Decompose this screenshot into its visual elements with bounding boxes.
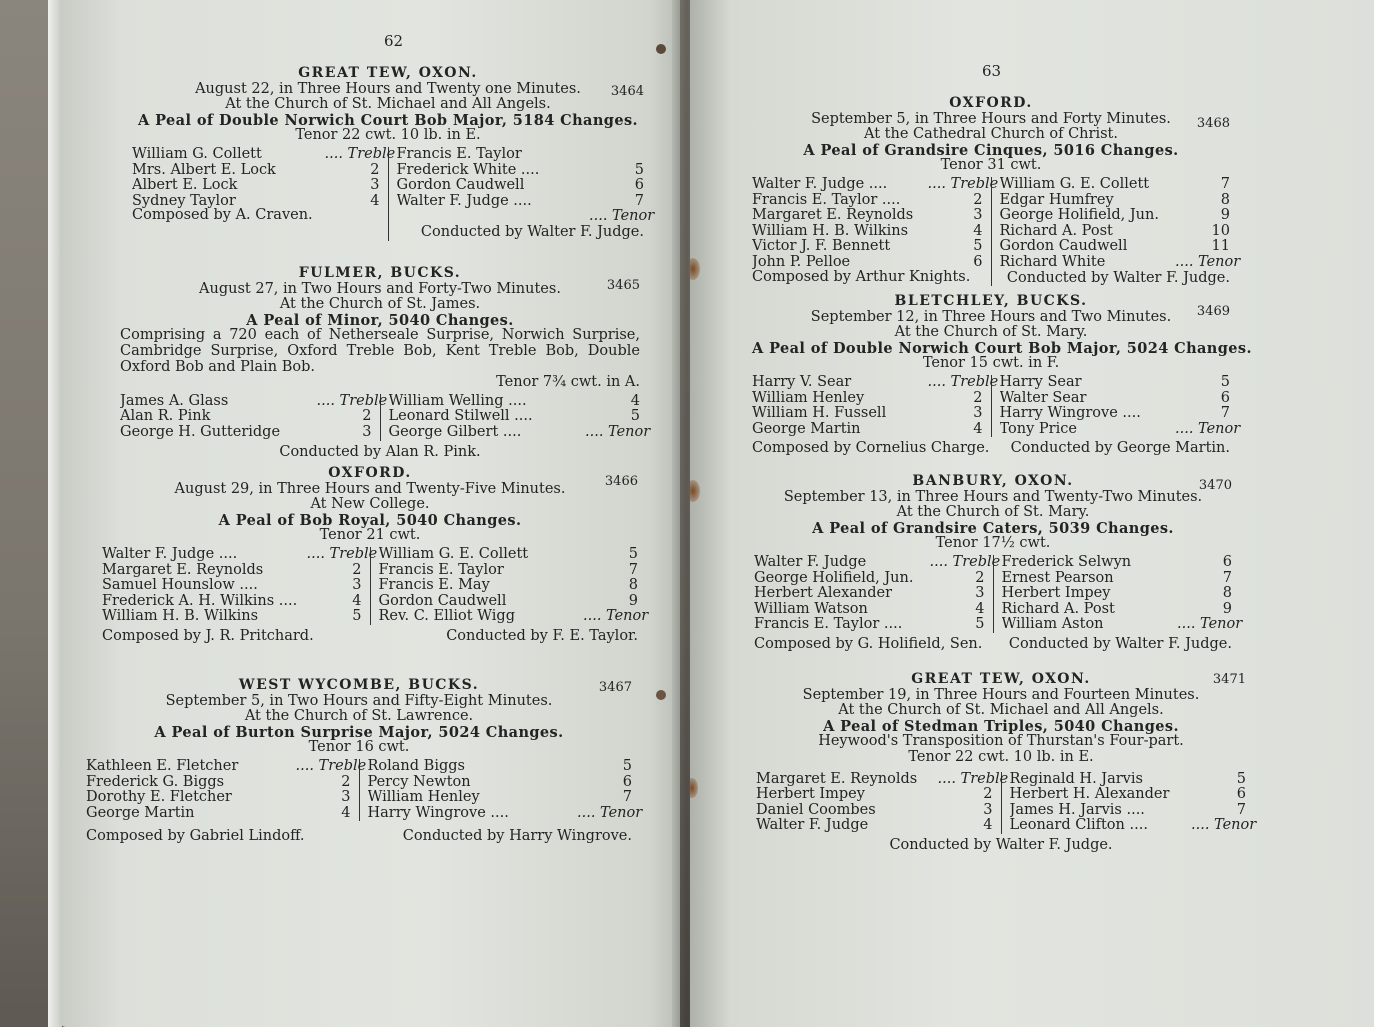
entry-place: FULMER, BUCKS. bbox=[298, 265, 462, 281]
entry-number: 3469 bbox=[1196, 304, 1230, 319]
ringer-row: Harry Wingrove .... 7 bbox=[999, 405, 1230, 422]
ringer-row: William G. Collett .... Treble bbox=[132, 145, 396, 162]
composer: Composed by J. R. Pritchard. bbox=[102, 627, 314, 644]
entry-date: September 19, in Three Hours and Fourteen Minutes. bbox=[802, 686, 1200, 703]
ringer-row: George Holifield, Jun. 2 bbox=[754, 569, 985, 586]
left-page bbox=[60, 0, 680, 1027]
ringer-row: William H. B. Wilkins 4 bbox=[752, 222, 983, 239]
ringers-table bbox=[754, 553, 1243, 633]
ringer-row: Tony Price .... Tenor bbox=[999, 420, 1241, 437]
entry-church: At the Church of St. Mary. bbox=[894, 324, 1088, 341]
ringer-row: Frederick White .... 5 bbox=[396, 161, 644, 178]
ringer-row: Percy Newton 6 bbox=[367, 773, 632, 790]
ringer-row: Walter Sear 6 bbox=[999, 389, 1230, 406]
binding-hole bbox=[656, 44, 666, 54]
ringer-row: Margaret E. Reynolds 3 bbox=[752, 207, 983, 224]
ringer-row: Herbert Impey 8 bbox=[1001, 585, 1232, 602]
ringer-row: Herbert Impey 2 bbox=[756, 786, 993, 803]
peal-entry-3465 bbox=[120, 265, 651, 460]
ringer-row: Herbert H. Alexander 6 bbox=[1009, 786, 1246, 803]
ringer-row: Walter F. Judge .... 7 bbox=[396, 192, 644, 209]
rust-stain bbox=[690, 480, 700, 502]
entry-church: At the Church of St. Michael and All Angels. bbox=[838, 702, 1164, 719]
ringers-table bbox=[756, 770, 1257, 834]
ringer-row: Gordon Caudwell 9 bbox=[378, 592, 638, 609]
ringer-row: William H. Fussell 3 bbox=[752, 405, 983, 422]
ringers-table bbox=[132, 145, 655, 241]
ringer-row: Roland Biggs 5 bbox=[367, 757, 632, 774]
peal-entry-3466 bbox=[102, 465, 649, 645]
entry-peal: A Peal of Burton Surprise Major, 5024 Changes. bbox=[154, 723, 564, 741]
ringer-row: Harry V. Sear .... Treble bbox=[752, 373, 999, 390]
conductor: Conducted by Walter F. Judge. bbox=[420, 223, 644, 240]
ringer-row: William G. E. Collett 7 bbox=[999, 175, 1230, 192]
entry-tenor: Tenor 22 cwt. 10 lb. in E. bbox=[908, 748, 1094, 765]
ringer-row: Kathleen E. Fletcher .... Treble bbox=[86, 757, 367, 774]
ringer-row: Harry Sear 5 bbox=[999, 373, 1230, 390]
ringer-row: George Gilbert .... .... Tenor bbox=[388, 423, 651, 440]
ringer-row: Walter F. Judge .... .... Treble bbox=[102, 545, 378, 562]
peal-entry-3468 bbox=[752, 95, 1241, 286]
entry-tenor: Tenor 22 cwt. 10 lb. in E. bbox=[295, 127, 481, 144]
page-number: 62 bbox=[384, 32, 404, 50]
entry-footer bbox=[102, 629, 638, 645]
ringer-row: Walter F. Judge 4 bbox=[756, 817, 993, 834]
ringer-row: Victor J. F. Bennett 5 bbox=[752, 238, 983, 255]
ringer-row: William H. B. Wilkins 5 bbox=[102, 608, 362, 625]
ringer-row: Francis E. Taylor bbox=[396, 146, 522, 162]
entry-tenor: Tenor 15 cwt. in F. bbox=[922, 355, 1060, 372]
entry-church: At the Church of St. Lawrence. bbox=[244, 708, 474, 725]
ringer-row: William Watson 4 bbox=[754, 600, 985, 617]
entry-place: OXFORD. bbox=[328, 465, 412, 481]
ringer-row: Walter F. Judge .... Treble bbox=[754, 553, 1001, 570]
ringers-table bbox=[102, 545, 649, 625]
entry-number: 3465 bbox=[606, 278, 640, 293]
entry-number: 3466 bbox=[604, 474, 638, 489]
entry-tenor: Tenor 31 cwt. bbox=[940, 157, 1042, 174]
ringer-row: George H. Gutteridge 3 bbox=[120, 423, 372, 440]
entry-peal: A Peal of Grandsire Caters, 5039 Changes. bbox=[812, 519, 1174, 537]
entry-peal: A Peal of Double Norwich Court Bob Major, 5024 Changes. bbox=[752, 339, 1252, 357]
right-page bbox=[690, 0, 1374, 1027]
ringer-row: Leonard Stilwell .... 5 bbox=[388, 408, 640, 425]
entry-place: BANBURY, OXON. bbox=[912, 473, 1074, 489]
ringers-table bbox=[120, 392, 651, 441]
ringer-row: Margaret E. Reynolds .... Treble bbox=[756, 770, 1009, 787]
entry-tenor: Tenor 7¾ cwt. in A. bbox=[496, 374, 640, 391]
ringers-table bbox=[86, 757, 643, 821]
entry-place: BLETCHLEY, BUCKS. bbox=[894, 293, 1088, 309]
composer: Composed by Gabriel Lindoff. bbox=[86, 828, 305, 845]
ringer-row: Ernest Pearson 7 bbox=[1001, 569, 1232, 586]
ringer-row: Leonard Clifton .... .... Tenor bbox=[1009, 817, 1257, 834]
entry-place: OXFORD. bbox=[949, 95, 1033, 111]
peal-entry-3470 bbox=[754, 473, 1243, 653]
ringer-row: Sydney Taylor 4 bbox=[132, 192, 380, 209]
conductor: Conducted by Alan R. Pink. bbox=[279, 443, 481, 460]
peal-entry-3464 bbox=[132, 65, 655, 241]
composer: Composed by G. Holifield, Sen. bbox=[754, 635, 983, 652]
ringer-row: William G. E. Collett 5 bbox=[378, 545, 638, 562]
entry-peal: A Peal of Double Norwich Court Bob Major, 5184 Changes. bbox=[138, 111, 638, 129]
entry-church: At the Cathedral Church of Christ. bbox=[864, 126, 1118, 143]
entry-number: 3467 bbox=[598, 680, 632, 695]
entry-footer bbox=[86, 829, 632, 845]
ringer-row: Francis E. Taylor .... 5 bbox=[754, 616, 985, 633]
ringer-row: Frederick A. H. Wilkins .... 4 bbox=[102, 592, 362, 609]
conductor: Conducted by George Martin. bbox=[1010, 440, 1230, 457]
ringer-row: William Welling .... 4 bbox=[388, 392, 640, 409]
entry-date: August 27, in Two Hours and Forty-Two Minutes. bbox=[199, 280, 561, 297]
ringer-row: Reginald H. Jarvis 5 bbox=[1009, 770, 1246, 787]
ringer-row: Gordon Caudwell 11 bbox=[999, 238, 1230, 255]
entry-church: At New College. bbox=[310, 496, 430, 513]
ringer-row: James H. Jarvis .... 7 bbox=[1009, 801, 1246, 818]
entry-date: August 22, in Three Hours and Twenty one Minutes. bbox=[195, 80, 581, 97]
peal-entry-3467 bbox=[86, 677, 643, 845]
entry-number: 3468 bbox=[1196, 116, 1230, 131]
ringer-row: Edgar Humfrey 8 bbox=[999, 191, 1230, 208]
ringer-row: Daniel Coombes 3 bbox=[756, 801, 993, 818]
entry-number: 3471 bbox=[1212, 672, 1246, 687]
ringer-row: Rev. C. Elliot Wigg .... Tenor bbox=[378, 608, 649, 625]
entry-peal: A Peal of Bob Royal, 5040 Changes. bbox=[218, 511, 522, 529]
conductor: Conducted by Walter F. Judge. bbox=[1008, 635, 1232, 652]
entry-place: GREAT TEW, OXON. bbox=[298, 65, 478, 81]
ringer-row: .... Tenor bbox=[589, 208, 655, 225]
ringer-row: Herbert Alexander 3 bbox=[754, 585, 985, 602]
entry-peal: A Peal of Grandsire Cinques, 5016 Changes. bbox=[803, 141, 1179, 159]
peal-entry-3469 bbox=[752, 293, 1252, 457]
ringer-row: William Aston .... Tenor bbox=[1001, 616, 1243, 633]
page-number: 63 bbox=[982, 62, 1002, 80]
ringer-row: James A. Glass .... Treble bbox=[120, 392, 388, 409]
ringer-row: Margaret E. Reynolds 2 bbox=[102, 561, 362, 578]
entry-church: At the Church of St. Michael and All Angels. bbox=[225, 96, 551, 113]
entry-date: September 5, in Two Hours and Fifty-Eight Minutes. bbox=[165, 692, 553, 709]
composer: Composed by Arthur Knights. bbox=[752, 268, 971, 285]
composer: Composed by A. Craven. bbox=[132, 207, 313, 224]
ringer-row: Samuel Hounslow .... 3 bbox=[102, 577, 362, 594]
entry-date: September 12, in Three Hours and Two Minutes. bbox=[810, 308, 1172, 325]
ringer-row: George Martin 4 bbox=[752, 420, 983, 437]
entry-footer bbox=[754, 637, 1232, 653]
ringer-row: Francis E. Taylor 7 bbox=[378, 561, 638, 578]
conductor: Conducted by Walter F. Judge. bbox=[1006, 269, 1230, 286]
entry-date: September 5, in Three Hours and Forty Minutes. bbox=[811, 110, 1171, 127]
entry-number: 3470 bbox=[1198, 478, 1232, 493]
entry-date: August 29, in Three Hours and Twenty-Five Minutes. bbox=[174, 480, 566, 497]
ringer-row: Walter F. Judge .... .... Treble bbox=[752, 175, 999, 192]
ringer-row: Richard White .... Tenor bbox=[999, 253, 1241, 270]
conductor: Conducted by Harry Wingrove. bbox=[402, 828, 632, 845]
ringer-row: Dorothy E. Fletcher 3 bbox=[86, 789, 351, 806]
ringer-row: Francis E. Taylor .... 2 bbox=[752, 191, 983, 208]
entry-place: GREAT TEW, OXON. bbox=[911, 671, 1091, 687]
rust-stain bbox=[690, 258, 700, 280]
peal-entry-3471 bbox=[756, 671, 1257, 854]
ringer-row: Richard A. Post 10 bbox=[999, 222, 1230, 239]
conductor: Conducted by Walter F. Judge. bbox=[889, 836, 1113, 853]
ringer-row: William Henley 7 bbox=[367, 789, 632, 806]
ringer-row: Albert E. Lock 3 bbox=[132, 177, 380, 194]
ringer-row: George Martin 4 bbox=[86, 804, 351, 821]
entry-peal: A Peal of Stedman Triples, 5040 Changes. bbox=[823, 717, 1179, 735]
ringer-row: Harry Wingrove .... .... Tenor bbox=[367, 804, 643, 821]
entry-tenor: Tenor 16 cwt. bbox=[308, 739, 410, 756]
ringer-row: Mrs. Albert E. Lock 2 bbox=[132, 161, 380, 178]
ringer-row: Alan R. Pink 2 bbox=[120, 408, 372, 425]
entry-footer bbox=[752, 441, 1230, 457]
entry-church: At the Church of St. James. bbox=[279, 296, 481, 313]
ringer-row: George Holifield, Jun. 9 bbox=[999, 207, 1230, 224]
entry-description: Comprising a 720 each of Netherseale Surprise, Norwich Surprise, Cambridge Surprise, Oxford Treble Bob, Kent Treble Bob, Double Oxford Bob and Plain Bob. bbox=[120, 327, 640, 375]
ringer-row: Gordon Caudwell 6 bbox=[396, 177, 644, 194]
ringer-row: John P. Pelloe 6 bbox=[752, 253, 983, 270]
entry-number: 3464 bbox=[610, 84, 644, 99]
entry-date: September 13, in Three Hours and Twenty-Two Minutes. bbox=[783, 488, 1203, 505]
binding-hole bbox=[656, 690, 666, 700]
entry-church: At the Church of St. Mary. bbox=[896, 504, 1090, 521]
conductor: Conducted by F. E. Taylor. bbox=[446, 627, 638, 644]
ringer-row: William Henley 2 bbox=[752, 389, 983, 406]
ringer-row: Francis E. May 8 bbox=[378, 577, 638, 594]
entry-extra: Heywood's Transposition of Thurstan's Four-part. bbox=[818, 733, 1184, 750]
ringers-table bbox=[752, 175, 1241, 286]
ringer-row: Frederick G. Biggs 2 bbox=[86, 773, 351, 790]
entry-tenor: Tenor 21 cwt. bbox=[319, 527, 421, 544]
ringer-row: Richard A. Post 9 bbox=[1001, 600, 1232, 617]
rust-stain bbox=[690, 778, 698, 798]
ringers-table bbox=[752, 373, 1241, 437]
entry-place: WEST WYCOMBE, BUCKS. bbox=[238, 677, 480, 693]
entry-peal: A Peal of Minor, 5040 Changes. bbox=[246, 311, 514, 329]
entry-tenor: Tenor 17½ cwt. bbox=[935, 535, 1051, 552]
ringer-row: Frederick Selwyn 6 bbox=[1001, 553, 1232, 570]
composer: Composed by Cornelius Charge. bbox=[752, 440, 990, 457]
